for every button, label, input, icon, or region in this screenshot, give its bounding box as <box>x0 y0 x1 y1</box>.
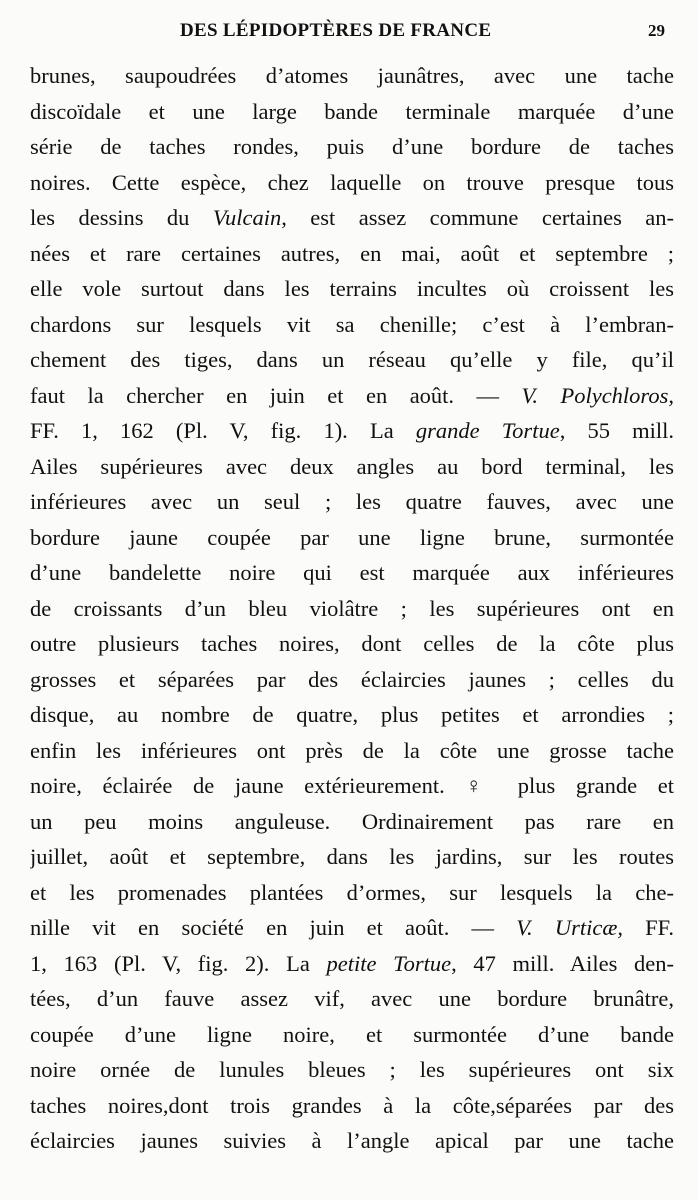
text-segment: tées, d’un fauve assez vif, avec une bordure brunâtre, <box>30 986 674 1011</box>
text-segment: elle vole surtout dans les terrains incultes où croissent les <box>30 276 674 301</box>
text-line <box>30 555 674 591</box>
text-line <box>30 165 674 201</box>
text-line <box>30 1123 674 1159</box>
text-segment: nées et rare certaines autres, en mai, août et septembre ; <box>30 240 674 266</box>
text-segment: et les promenades plantées d’ormes, sur lesquels la che- <box>30 879 674 905</box>
italic-text-segment: grande Tortue <box>415 418 560 443</box>
text-segment: FF. 1, 162 (Pl. V, fig. 1). La <box>30 418 416 443</box>
text-line <box>30 768 674 804</box>
italic-text-segment: V. Polychloros, <box>521 382 674 408</box>
italic-text-segment: petite Tortue <box>326 950 452 976</box>
text-segment: de croissants d’un bleu violâtre ; les supérieures ont en <box>30 595 674 621</box>
text-segment: FF. <box>622 915 674 940</box>
text-segment: disque, au nombre de quatre, plus petites et arrondies ; <box>30 702 674 727</box>
text-segment: juillet, août et septembre, dans les jardins, sur les routes <box>30 844 674 869</box>
text-segment: les dessins du <box>30 205 213 230</box>
text-segment: 1, 163 (Pl. V, fig. 2). La <box>30 950 327 976</box>
text-line <box>30 271 674 307</box>
text-line <box>30 946 674 982</box>
text-segment: , 47 mill. Ailes den- <box>451 950 674 976</box>
text-line <box>30 626 674 662</box>
text-line <box>30 484 674 520</box>
text-line <box>30 378 674 414</box>
text-segment: inférieures avec un seul ; les quatre fauves, avec une <box>30 489 674 514</box>
text-line <box>30 1052 674 1088</box>
running-head: DES LÉPIDOPTÈRES DE FRANCE <box>180 20 492 41</box>
text-segment: taches noires,dont trois grandes à la côte,séparées par des <box>30 1092 674 1118</box>
text-line <box>30 839 674 875</box>
text-line <box>30 94 674 130</box>
text-line <box>30 129 674 165</box>
text-segment: brunes, saupoudrées d’atomes jaunâtres, avec une tache <box>30 63 674 88</box>
text-line <box>30 342 674 378</box>
text-line <box>30 236 674 272</box>
text-line <box>30 520 674 556</box>
italic-text-segment: V. Urticæ, <box>516 915 623 940</box>
text-segment: série de taches rondes, puis d’une bordure de taches <box>30 134 674 159</box>
italic-text-segment: Vulcain <box>212 205 282 230</box>
text-segment: un peu moins anguleuse. Ordinairement pas rare en <box>30 808 674 834</box>
text-segment: , 55 mill. <box>559 418 674 443</box>
text-segment: faut la chercher en juin et en août. — <box>30 382 522 408</box>
page-number: 29 <box>648 21 665 40</box>
text-segment: noire ornée de lunules bleues ; les supérieures ont six <box>30 1057 674 1082</box>
text-line <box>30 1017 674 1053</box>
text-segment: Ailes supérieures avec deux angles au bord terminal, les <box>30 453 674 479</box>
text-segment: , est assez commune certaines an- <box>281 205 674 230</box>
text-segment: noires. Cette espèce, chez laquelle on trouve presque tous <box>30 169 674 195</box>
text-segment: outre plusieurs taches noires, dont celles de la côte plus <box>30 631 674 656</box>
text-line <box>30 804 674 840</box>
text-segment: bordure jaune coupée par une ligne brune, surmontée <box>30 524 674 550</box>
text-line <box>30 449 674 485</box>
text-line <box>30 591 674 627</box>
text-line <box>30 910 674 946</box>
text-line <box>30 733 674 769</box>
text-segment: grosses et séparées par des éclaircies jaunes ; celles du <box>30 666 674 692</box>
text-segment: nille vit en société en juin et août. — <box>30 915 517 940</box>
text-line <box>30 200 674 236</box>
text-segment: noire, éclairée de jaune extérieurement. ♀ plus grande et <box>30 773 674 798</box>
text-segment: enfin les inférieures ont près de la côte une grosse tache <box>30 737 674 763</box>
text-line <box>30 697 674 733</box>
text-line <box>30 413 674 449</box>
text-segment: d’une bandelette noire qui est marquée aux inférieures <box>30 560 674 585</box>
text-segment: éclaircies jaunes suivies à l’angle apical par une tache <box>30 1128 674 1153</box>
text-line <box>30 662 674 698</box>
text-line <box>30 981 674 1017</box>
text-segment: coupée d’une ligne noire, et surmontée d’une bande <box>30 1021 674 1047</box>
text-line <box>30 307 674 343</box>
page-header <box>0 18 698 46</box>
text-segment: chardons sur lesquels vit sa chenille; c’est à l’embran- <box>30 311 674 337</box>
text-segment: discoïdale et une large bande terminale marquée d’une <box>30 98 674 124</box>
text-line <box>30 1088 674 1124</box>
text-line <box>30 875 674 911</box>
text-segment: chement des tiges, dans un réseau qu’elle y file, qu’il <box>30 347 674 372</box>
text-line <box>30 58 674 94</box>
body-text <box>30 58 674 1159</box>
